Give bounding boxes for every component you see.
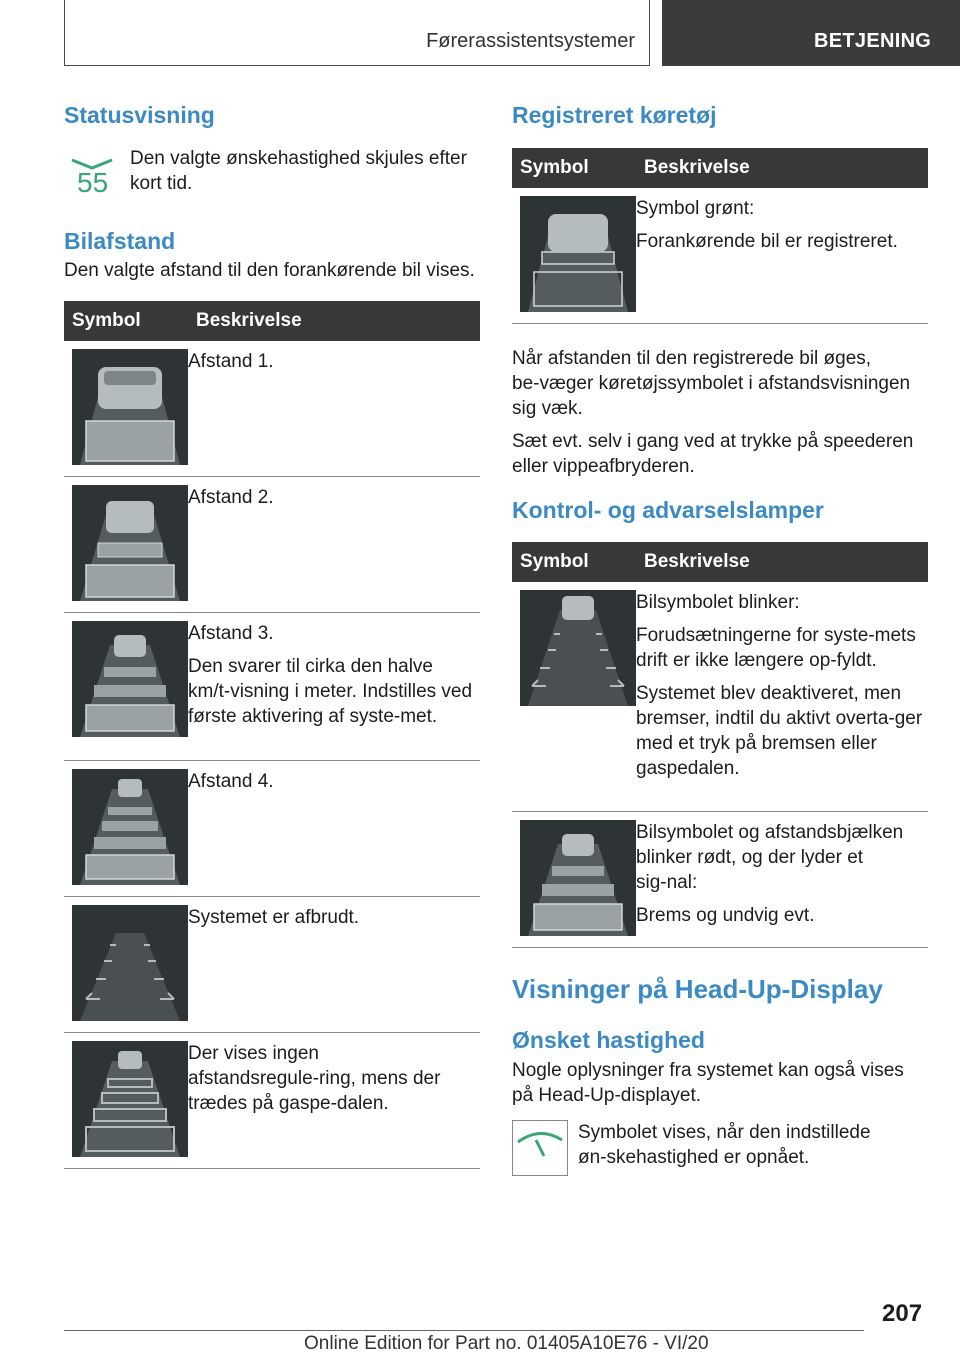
col-desc-header: Beskrivelse: [196, 310, 302, 332]
speed-reached-text: Symbolet vises, når den indstillede øn‑skehastighed er opnået.: [578, 1121, 871, 1168]
row-text: Afstand 4.: [188, 771, 274, 793]
speed-text: Nogle oplysninger fra systemet kan også vises på Head-Up-displayet.: [512, 1059, 904, 1106]
car-blinking-icon: [520, 590, 636, 706]
reg-paragraph-2: Sæt evt. selv i gang ved at trykke på speederen eller vippeafbryderen.: [512, 430, 914, 477]
col-symbol-header: Symbol: [72, 310, 141, 332]
vehicle-detected-icon: [520, 196, 636, 312]
table-row: [512, 812, 928, 948]
speed-setpoint-icon: [64, 146, 130, 201]
col-symbol-header: Symbol: [520, 551, 589, 573]
collision-warning-icon: [520, 820, 636, 936]
reg-table-header: [512, 148, 928, 188]
lamp-table-header: [512, 542, 928, 582]
footer-edition: Online Edition for Part no. 01405A10E76 - VI/20: [304, 1333, 709, 1354]
distance-2-icon: [72, 485, 188, 601]
lamp-heading: Kontrol- og advarselslamper: [512, 496, 824, 523]
distance-4-icon: [72, 769, 188, 885]
row-text: Afstand 3.: [188, 623, 274, 645]
speed-reached-icon: [512, 1120, 568, 1176]
status-heading: Statusvisning: [64, 102, 215, 128]
reg-paragraph-1: Når afstanden til den registrerede bil øges, be‑væger køretøjssymbolet i afstandsvisningen sig væk.: [512, 347, 911, 419]
row-text-detail: Forudsætningerne for syste‑mets drift er ikke længere op‑fyldt.: [636, 625, 916, 672]
table-row: [64, 341, 480, 477]
table-row: [512, 582, 928, 812]
table-row: [64, 761, 480, 897]
row-text-detail: Den svarer til cirka den halve km/t‑visning i meter. Indstilles ved første aktivering af syste‑met.: [188, 656, 473, 728]
header-section-box: [64, 0, 650, 66]
row-text: Afstand 1.: [188, 351, 274, 373]
reg-heading: Registreret køretøj: [512, 102, 717, 128]
col-desc-header: Beskrivelse: [644, 156, 750, 178]
header-chapter-box: [662, 0, 960, 66]
speed-heading: Ønsket hastighed: [512, 1027, 705, 1054]
row-text: Bilsymbolet blinker:: [636, 592, 800, 614]
left-column: [64, 100, 480, 1169]
table-row: [64, 613, 480, 761]
row-text: Bilsymbolet og afstandsbjælken blinker rødt, og der lyder et sig‑nal:: [636, 822, 904, 894]
row-text: Symbol grønt:: [636, 197, 755, 219]
no-regulation-icon: [72, 1041, 188, 1157]
table-row: [64, 477, 480, 613]
hud-heading: Visninger på Head-Up-Display: [512, 974, 883, 1005]
distance-1-icon: [72, 349, 188, 465]
col-symbol-header: Symbol: [520, 156, 589, 178]
footer-divider: [64, 1330, 864, 1331]
status-text: Den valgte ønskehastighed skjules efter kort tid.: [130, 147, 467, 194]
col-desc-header: Beskrivelse: [644, 551, 750, 573]
distance-table-header: [64, 301, 480, 341]
status-row: [64, 146, 480, 201]
bilafstand-heading: Bilafstand: [64, 227, 176, 254]
row-text: Afstand 2.: [188, 487, 274, 509]
row-text-detail: Brems og undvig evt.: [636, 905, 815, 927]
page-number: 207: [882, 1300, 923, 1327]
right-column: [512, 100, 928, 1181]
bilafstand-intro: Den valgte afstand til den forankørende bil vises.: [64, 260, 475, 282]
header-section-title: Førerassistentsystemer: [426, 30, 635, 52]
distance-3-icon: [72, 621, 188, 737]
row-text: Systemet er afbrudt.: [188, 907, 360, 929]
speed-setpoint-number: 55: [77, 166, 109, 196]
row-text: Der vises ingen afstandsregule‑ring, mens der trædes på gaspe‑dalen.: [188, 1043, 441, 1115]
table-row: [64, 1033, 480, 1169]
header-chapter-title: BETJENING: [814, 30, 932, 52]
speed-reached-row: [512, 1120, 928, 1181]
row-text-detail: Forankørende bil er registreret.: [636, 230, 898, 252]
table-row: [64, 897, 480, 1033]
system-interrupted-icon: [72, 905, 188, 1021]
row-text-detail: Systemet blev deaktiveret, men bremser, indtil du aktivt overta‑ger med et tryk på bremsen eller gaspedalen.: [636, 683, 923, 780]
table-row: [512, 188, 928, 324]
